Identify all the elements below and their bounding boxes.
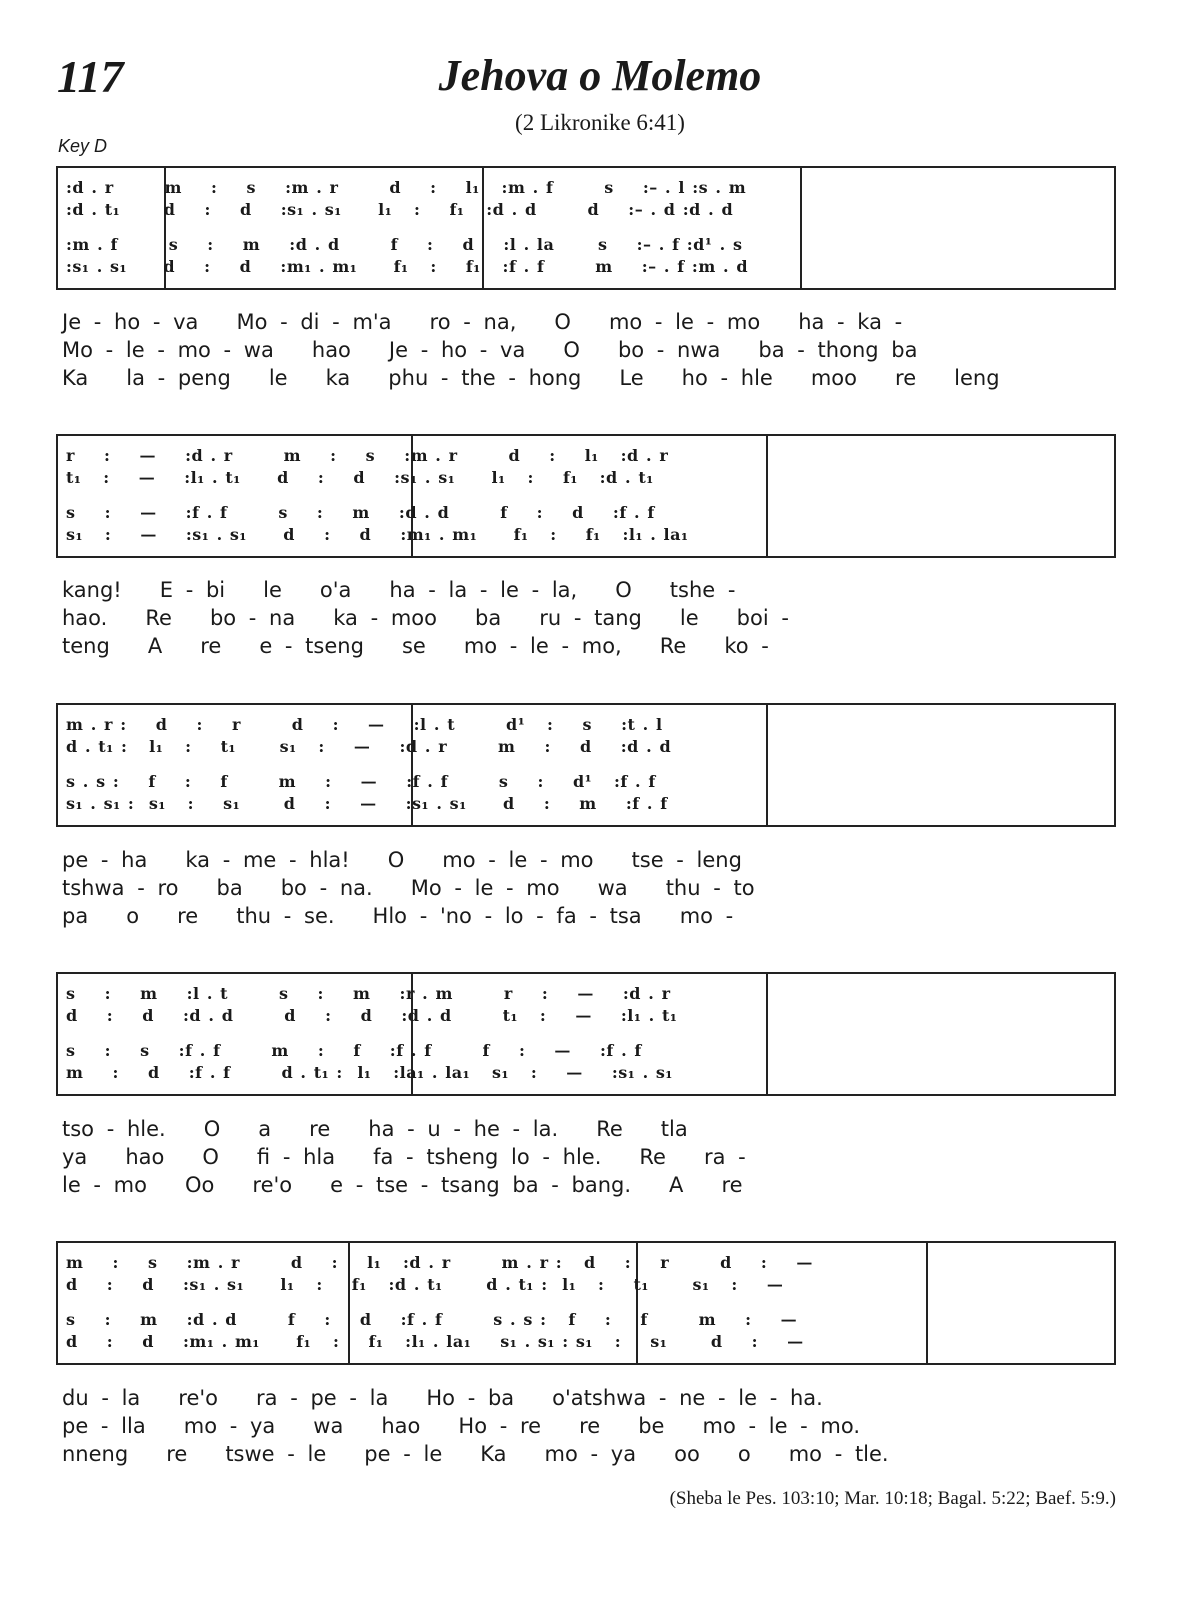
lyric-line — [0, 1173, 1200, 1201]
music-staff — [56, 972, 1116, 1096]
lyric-text: du - la re'o ra - pe - la Ho - ba o'atshwa - ne - le - ha. — [62, 1386, 823, 1410]
solfa-notes: s . s : f : f m : — :f . f s : d¹ :f . f — [66, 772, 656, 791]
lyric-text: Ka la - peng le ka phu - the - hong Le ho - hle moo re leng — [62, 366, 1000, 390]
lyric-line — [0, 876, 1200, 904]
lyric-line — [0, 1117, 1200, 1145]
lyric-text: teng A re e - tseng se mo - le - mo, Re ko - — [62, 634, 769, 658]
lyric-text: hao. Re bo - na ka - moo ba ru - tang le boi - — [62, 606, 789, 630]
music-staff — [56, 166, 1116, 290]
solfa-row — [58, 1275, 1114, 1297]
lyric-text: kang! E - bi le o'a ha - la - le - la, O tshe - — [62, 578, 736, 602]
solfa-notes: :d . r m : s :m . r d : l₁ :m . f s :– . l :s . m — [66, 178, 747, 197]
solfa-row — [58, 1310, 1114, 1332]
lyric-line — [0, 904, 1200, 932]
lyric-line — [0, 1386, 1200, 1414]
lyric-text: Je - ho - va Mo - di - m'a ro - na, O mo - le - mo ha - ka - — [62, 310, 903, 334]
lyric-line — [0, 1414, 1200, 1442]
solfa-notes: m : s :m . r d : l₁ :d . r m . r : d : r d : — — [66, 1253, 813, 1272]
solfa-notes: :m . f s : m :d . d f : d :l . la s :– . f :d¹ . s — [66, 235, 743, 254]
lyric-line — [0, 338, 1200, 366]
solfa-notes: :d . t₁ d : d :s₁ . s₁ l₁ : f₁ :d . d d :– . d :d . d — [66, 200, 734, 219]
solfa-row — [58, 1063, 1114, 1085]
music-staff — [56, 434, 1116, 558]
lyric-text: pe - ha ka - me - hla! O mo - le - mo tse - leng — [62, 848, 742, 872]
scripture-reference: (2 Likronike 6:41) — [515, 110, 685, 135]
solfa-row — [58, 178, 1114, 200]
solfa-notes: s : m :l . t s : m :r . m r : — :d . r — [66, 984, 671, 1003]
solfa-row — [58, 1006, 1114, 1028]
lyric-line — [0, 366, 1200, 394]
key-signature: Key D — [58, 136, 108, 156]
music-staff — [56, 703, 1116, 827]
solfa-notes: m : d :f . f d . t₁ : l₁ :la₁ . la₁ s₁ : — :s₁ . s₁ — [66, 1063, 673, 1082]
lyric-line — [0, 310, 1200, 338]
lyric-text: tshwa - ro ba bo - na. Mo - le - mo wa thu - to — [62, 876, 755, 900]
solfa-row — [58, 984, 1114, 1006]
lyric-line — [0, 606, 1200, 634]
solfa-notes: t₁ : — :l₁ . t₁ d : d :s₁ . s₁ l₁ : f₁ :d . t₁ — [66, 468, 654, 487]
solfa-notes: d . t₁ : l₁ : t₁ s₁ : — :d . r m : d :d . d — [66, 737, 672, 756]
hymn-number: 117 — [57, 51, 124, 102]
solfa-row — [58, 200, 1114, 222]
lyric-text: Mo - le - mo - wa hao Je - ho - va O bo - nwa ba - thong ba — [62, 338, 918, 362]
music-staff — [56, 1241, 1116, 1365]
lyric-line — [0, 848, 1200, 876]
lyric-text: ya hao O fi - hla fa - tsheng lo - hle. Re ra - — [62, 1145, 746, 1169]
solfa-notes: d : d :m₁ . m₁ f₁ : f₁ :l₁ . la₁ s₁ . s₁ : s₁ : s₁ d : — — [66, 1332, 804, 1351]
solfa-row — [58, 235, 1114, 257]
solfa-row — [58, 1041, 1114, 1063]
solfa-row — [58, 503, 1114, 525]
solfa-row — [58, 772, 1114, 794]
solfa-row — [58, 715, 1114, 737]
lyric-line — [0, 634, 1200, 662]
solfa-notes: r : — :d . r m : s :m . r d : l₁ :d . r — [66, 446, 669, 465]
lyric-line — [0, 1442, 1200, 1470]
solfa-notes: m . r : d : r d : — :l . t d¹ : s :t . l — [66, 715, 663, 734]
solfa-notes: s₁ . s₁ : s₁ : s₁ d : — :s₁ . s₁ d : m :f . f — [66, 794, 668, 813]
lyric-line — [0, 578, 1200, 606]
solfa-row — [58, 525, 1114, 547]
lyric-text: nneng re tswe - le pe - le Ka mo - ya oo o mo - tle. — [62, 1442, 889, 1466]
lyric-text: pe - lla mo - ya wa hao Ho - re re be mo - le - mo. — [62, 1414, 861, 1438]
solfa-notes: :s₁ . s₁ d : d :m₁ . m₁ f₁ : f₁ :f . f m :– . f :m . d — [66, 257, 749, 276]
solfa-row — [58, 737, 1114, 759]
solfa-notes: s₁ : — :s₁ . s₁ d : d :m₁ . m₁ f₁ : f₁ :l₁ . la₁ — [66, 525, 689, 544]
solfa-notes: s : — :f . f s : m :d . d f : d :f . f — [66, 503, 655, 522]
solfa-notes: s : s :f . f m : f :f . f f : — :f . f — [66, 1041, 642, 1060]
footer-references: (Sheba le Pes. 103:10; Mar. 10:18; Bagal. 5:22; Baef. 5:9.) — [669, 1488, 1116, 1509]
solfa-row — [58, 446, 1114, 468]
solfa-row — [58, 1332, 1114, 1354]
lyric-text: tso - hle. O a re ha - u - he - la. Re tla — [62, 1117, 688, 1141]
lyric-text: le - mo Oo re'o e - tse - tsang ba - bang. A re — [62, 1173, 743, 1197]
solfa-row — [58, 1253, 1114, 1275]
lyric-line — [0, 1145, 1200, 1173]
solfa-notes: d : d :s₁ . s₁ l₁ : f₁ :d . t₁ d . t₁ : l₁ : t₁ s₁ : — — [66, 1275, 784, 1294]
hymn-title: Jehova o Molemo — [438, 51, 762, 100]
solfa-row — [58, 468, 1114, 490]
lyric-text: pa o re thu - se. Hlo - 'no - lo - fa - tsa mo - — [62, 904, 734, 928]
solfa-notes: d : d :d . d d : d :d . d t₁ : — :l₁ . t₁ — [66, 1006, 678, 1025]
solfa-notes: s : m :d . d f : d :f . f s . s : f : f m : — — [66, 1310, 798, 1329]
solfa-row — [58, 257, 1114, 279]
solfa-row — [58, 794, 1114, 816]
